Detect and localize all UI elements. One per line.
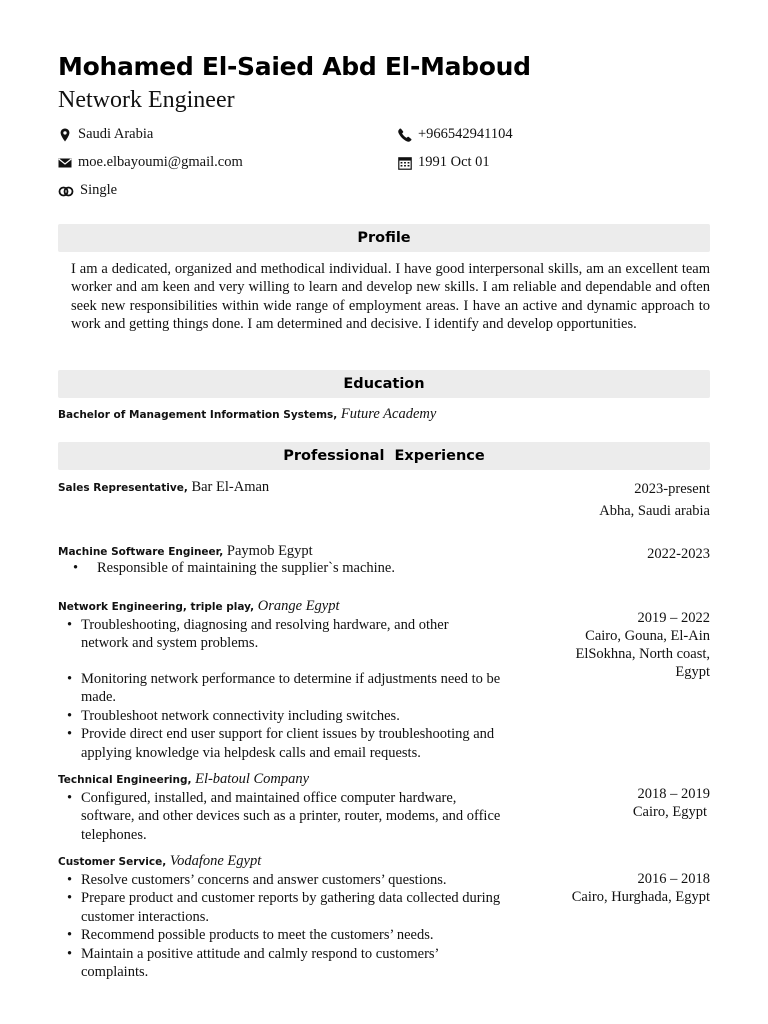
email-text: moe.elbayoumi@gmail.com	[78, 154, 243, 170]
job-title-line	[58, 598, 340, 615]
list-item: • Responsible of maintaining the supplier`s machine.	[73, 559, 513, 577]
job-dates: 2019 – 2022	[637, 610, 710, 626]
job-location: Abha, Saudi arabia	[599, 503, 710, 519]
location-pin-icon	[58, 128, 72, 142]
experience-section-header: Professional Experience	[58, 442, 710, 470]
birthdate-text: 1991 Oct 01	[418, 154, 490, 170]
job-title-line	[58, 771, 309, 788]
job-role: Customer Service,	[58, 856, 167, 868]
calendar-icon	[398, 156, 412, 170]
job-location-line: Cairo, Gouna, El-Ain	[585, 628, 710, 644]
marital-status-text: Single	[80, 182, 118, 198]
job-title-line	[58, 853, 261, 870]
job-location: Cairo, Egypt	[632, 804, 707, 820]
list-item: • Troubleshoot network connectivity including switches.	[67, 707, 507, 725]
job-company: Bar El-Aman	[191, 479, 270, 495]
contact-marital-status	[58, 182, 117, 199]
job-dates: 2018 – 2019	[637, 786, 710, 802]
job-dates: 2023-present	[634, 481, 710, 497]
job-bullets	[67, 871, 507, 981]
job-role: Technical Engineering,	[58, 774, 192, 786]
job-role: Network Engineering, triple play,	[58, 601, 255, 613]
job-bullets	[67, 670, 507, 762]
list-item: • Monitoring network performance to determine if adjustments need to be made.	[67, 670, 507, 707]
job-location-line: ElSokhna, North coast,	[575, 646, 710, 662]
job-company: Orange Egypt	[257, 598, 340, 614]
job-location-line: Egypt	[675, 664, 710, 680]
job-bullets	[73, 559, 513, 577]
job-bullets	[67, 616, 507, 653]
profile-section-header: Profile	[58, 224, 710, 252]
education-section-header: Education	[58, 370, 710, 398]
job-role: Machine Software Engineer,	[58, 546, 224, 558]
list-item: • Resolve customers’ concerns and answer customers’ questions.	[67, 871, 507, 889]
location-text: Saudi Arabia	[78, 126, 154, 142]
job-company: Paymob Egypt	[226, 543, 313, 559]
job-title-line	[58, 479, 269, 496]
job-title: Network Engineer	[58, 87, 235, 113]
contact-email	[58, 154, 243, 171]
candidate-name: Mohamed El-Saied Abd El-Maboud	[58, 52, 531, 81]
job-company: Vodafone Egypt	[169, 853, 262, 869]
list-item: • Maintain a positive attitude and calmly respond to customers’ complaints.	[67, 945, 481, 982]
list-item: • Troubleshooting, diagnosing and resolving hardware, and other network and system problems.	[67, 616, 491, 653]
degree-name: Bachelor of Management Information Systems,	[58, 409, 338, 421]
contact-birthdate	[398, 154, 490, 171]
job-bullets	[67, 789, 507, 844]
job-role: Sales Representative,	[58, 482, 188, 494]
job-title-line	[58, 543, 313, 560]
job-dates: 2016 – 2018	[637, 871, 710, 887]
education-entry	[58, 406, 436, 423]
profile-summary: I am a dedicated, organized and methodical individual. I have good interpersonal skills, am an excellent team worker and am keen and very willing to learn and develop new skills. I am reliable and dependable and often seek new responsibilities within wide range of employment areas. I have an active and dynamic approach to work and getting things done. I am determined and decisive. I identify and develop opportunities.	[71, 261, 710, 333]
school-name: Future Academy	[340, 406, 437, 422]
phone-text: +966542941104	[418, 126, 513, 142]
job-location: Cairo, Hurghada, Egypt	[571, 889, 710, 905]
list-item: • Provide direct end user support for client issues by troubleshooting and applying knowledge via helpdesk calls and email requests.	[67, 725, 507, 762]
list-item: • Recommend possible products to meet the customers’ needs.	[67, 926, 507, 944]
list-item: • Configured, installed, and maintained office computer hardware, software, and other devices such as a printer, router, modems, and office telephones.	[67, 789, 507, 844]
job-dates: 2022-2023	[647, 546, 710, 562]
rings-icon	[58, 184, 74, 198]
job-company: El-batoul Company	[195, 771, 310, 787]
phone-icon	[398, 128, 412, 142]
contact-phone	[398, 126, 513, 143]
contact-location	[58, 126, 153, 143]
list-item: • Prepare product and customer reports by gathering data collected during customer interactions.	[67, 889, 507, 926]
envelope-icon	[58, 156, 72, 170]
